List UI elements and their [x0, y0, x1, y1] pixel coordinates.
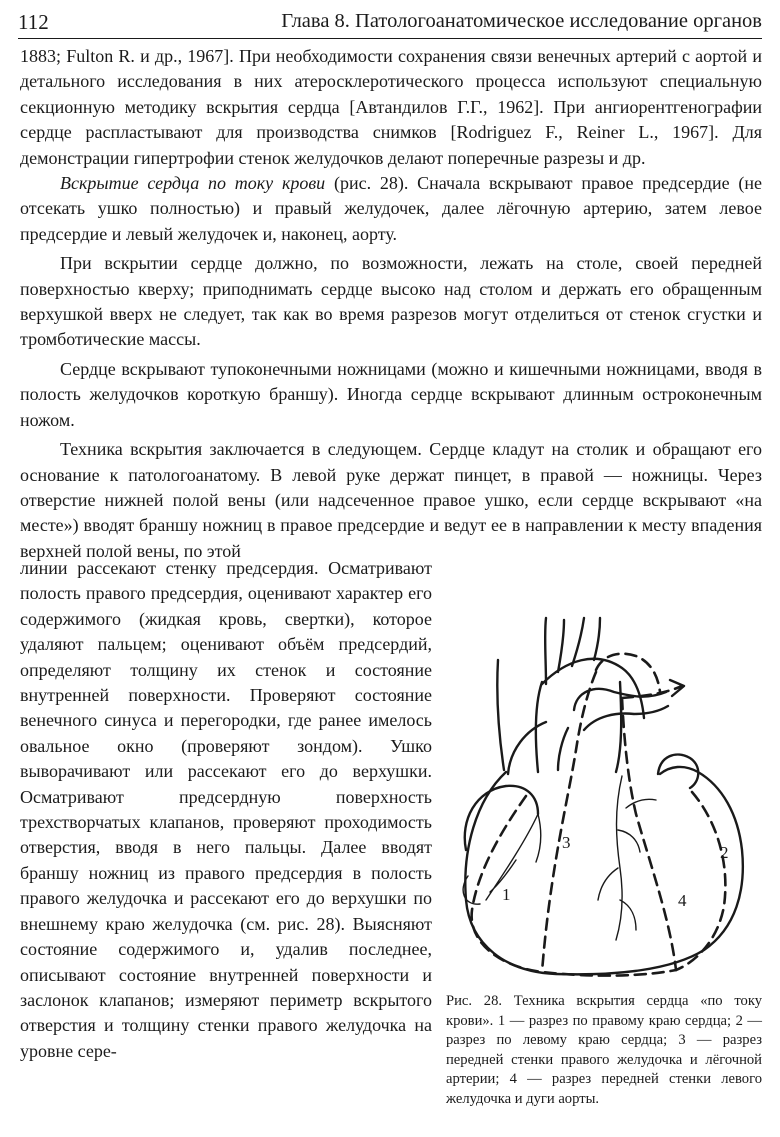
- figure-label-3: 3: [562, 833, 571, 852]
- figure-label-2: 2: [720, 843, 729, 862]
- paragraph-blood-flow-method: [20, 171, 762, 247]
- heart-outline: [465, 767, 743, 974]
- paragraph-references: 1883; Fulton R. и др., 1967]. При необходимости сохранения связи венечных артерий с аортой и детального исследования в них атеросклеротического процесса используют специальную секционную методику вскрытия сердца [Автандилов Г.Г., 1962]. При ангиорентгенографии сердце распластывают для производства снимков [Rodriguez F., Reiner L., 1967]. Для демонстрации гипертрофии стенок желудочков делают поперечные разрезы и др.: [20, 46, 762, 168]
- lower-block: [20, 556, 762, 1109]
- figure-caption: Рис. 28. Техника вскрытия сердца «по току крови». 1 — разрез по правому краю сердца; 2 — разрез по левому краю сердца; 3 — разрез передней стенки правого желудочка и лёгочной артерии; 4 — разрез передней стенки левого желудочка и дуги аорты.: [446, 993, 762, 1107]
- italic-term: Вскрытие сердца по току крови: [60, 173, 326, 194]
- descending-aorta: [616, 682, 621, 772]
- heart-diagram: [446, 600, 762, 982]
- paragraph-heart-position: При вскрытии сердце должно, по возможности, лежать на столе, своей передней поверхностью кверху; приподнимать сердце высоко над столом и держать его обращенным верхушкой вверх не следует, так как во время разрезов могут отделиться от стенок сгустки и тромботические массы.: [20, 253, 762, 350]
- page-header: [18, 8, 762, 39]
- paragraph-blood-flow-text: (рис. 28). Сначала вскрывают правое предсердие (не отсекать ушко полностью) и правый желудочек, далее лёгочную артерию, затем левое предсердие и левый желудочек и, наконец, аорту.: [20, 173, 762, 244]
- body-text: [20, 44, 762, 564]
- chapter-title: Глава 8. Патологоанатомическое исследование органов: [281, 10, 762, 32]
- figure-label-1: 1: [502, 885, 511, 904]
- page-number: 112: [18, 10, 49, 34]
- left-coronary-artery: [598, 776, 656, 940]
- paragraph-column-text: линии рассекают стенку предсердия. Осматривают полость правого предсердия, оценивают характер его содержимого (жидкая кровь, свертки), которое удаляют пальцем; оценивают объём предсердий, определяют толщину их стенок и состояние внутренней поверхности. Проверяют состояние венечного синуса и перегородки, где ранее имелось овальное окно (проверяют зондом). Ушко выворачивают или рассекают его до верхушки. Осматривают предсердную поверхность трехстворчатых клапанов, проверяют проходимость отверстия, вводя в него пальцы. Далее вводят браншу ножниц из правого предсердия в полость правого желудочка и рассекают его до верхушки по внешнему краю желудочка (см. рис. 28). Выясняют состояние содержимого и, удалив последнее, описывают состояние внутренней поверхности и заслонок клапанов; измеряют периметр вскрытого отверстия и толщину стенки правого желудочка на уровне сере-: [20, 558, 432, 1061]
- figure-28: [446, 600, 762, 1109]
- paragraph-scissors: Сердце вскрывают тупоконечными ножницами (можно и кишечными ножницами, вводя в полость желудочков короткую браншу). Иногда сердце вскрывают длинным остроконечным ножом.: [20, 358, 762, 430]
- figure-label-4: 4: [678, 891, 687, 910]
- superior-vena-cava-outline: [497, 660, 542, 772]
- incision-4-left-ventricle: [622, 686, 682, 970]
- right-coronary-artery: [486, 814, 541, 900]
- paragraph-technique: Техника вскрытия заключается в следующем. Сердце кладут на столик и обращают его основание к патологоанатому. В левой руке держат пинцет, в правой — ножницы. Через отверстие нижней полой вены (или надсеченное правое ушко, если сердце вскрывают «на месте») вводят браншу ножниц в правое предсердие и ведут ее в направлении к месту впадения верхней полой вены, по этой: [20, 439, 762, 561]
- incision-2-left-edge: [676, 792, 725, 970]
